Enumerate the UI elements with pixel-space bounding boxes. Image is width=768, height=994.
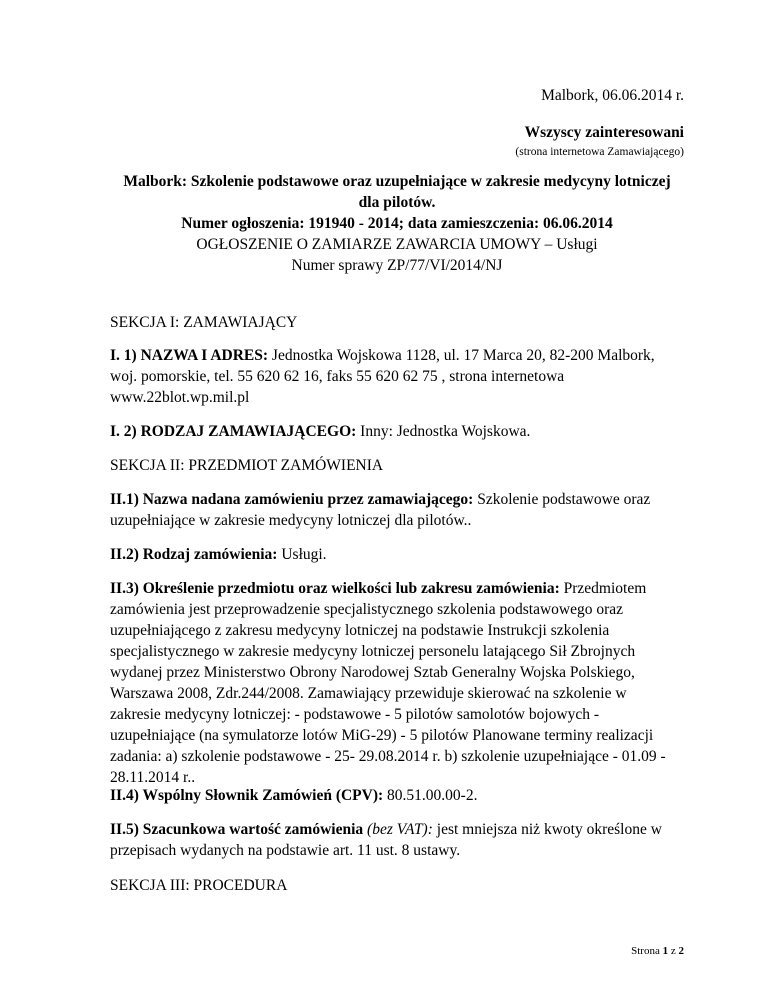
section2-ii1: II.1) Nazwa nadana zamówieniu przez zamawiającego: Szkolenie podstawowe oraz uzupełniające w zakresie medycyny lotniczej dla pilotów.. <box>110 491 651 529</box>
title-line: Numer sprawy ZP/77/VI/2014/NJ <box>291 257 503 274</box>
section2-ii5: II.5) Szacunkowa wartość zamówienia (bez VAT): jest mniejsza niż kwoty określone w przepisach wydanych na podstawie art. 11 ust. 8 ustawy. <box>110 821 662 859</box>
addressee-note: (strona internetowa Zamawiającego) <box>515 146 684 158</box>
section2-heading: SEKCJA II: PRZEDMIOT ZAMÓWIENIA <box>110 457 384 474</box>
addressee: Wszyscy zainteresowani <box>524 124 684 141</box>
section2-ii3: II.3) Określenie przedmiotu oraz wielkości lub zakresu zamówienia: Przedmiotem zamówienia jest przeprowadzenie specjalistycznego szkolenia podstawowego oraz uzupełniającego z zakresu medycyny lotniczej na podstawie Instrukcji szkolenia specjalistycznego w zakresie medycyny lotniczej personelu latającego Sił Zbrojnych wydanej przez Ministerstwo Obrony Narodowej Sztab Generalny Wojska Polskiego, Warszawa 2008, Zdr.244/2008. Zamawiający przewiduje skierować na szkolenie w zakresie medycyny lotniczej: - podstawowe - 5 pilotów samolotów bojowych - uzupełniające (na symulatorze lotów MiG-29) - 5 pilotów Planowane terminy realizacji zadania: a) szkolenie podstawowe - 25- 29.08.2014 r. b) szkolenie uzupełniające - 01.09 - 28.11.2014 r.. <box>110 580 666 786</box>
section2-ii4: II.4) Wspólny Słownik Zamówień (CPV): 80.51.00.00-2. <box>110 787 478 804</box>
section2-ii2: II.2) Rodzaj zamówienia: Usługi. <box>110 546 327 563</box>
title-line: dla pilotów. <box>358 194 436 211</box>
title-line: Malbork: Szkolenie podstawowe oraz uzupełniające w zakresie medycyny lotniczej <box>123 173 671 190</box>
title-line: OGŁOSZENIE O ZAMIARZE ZAWARCIA UMOWY – Usługi <box>196 236 598 253</box>
document-title <box>110 171 684 276</box>
section1-heading: SEKCJA I: ZAMAWIAJĄCY <box>110 314 298 331</box>
place-date: Malbork, 06.06.2014 r. <box>541 87 684 104</box>
title-line: Numer ogłoszenia: 191940 - 2014; data zamieszczenia: 06.06.2014 <box>181 215 613 232</box>
section1-i1: I. 1) NAZWA I ADRES: Jednostka Wojskowa 1128, ul. 17 Marca 20, 82-200 Malbork, woj. pomorskie, tel. 55 620 62 16, faks 55 620 62 75 , strona internetowa www.22blot.wp.mil.pl <box>110 347 655 406</box>
page-number: Strona 1 z 2 <box>631 945 684 957</box>
section3-heading: SEKCJA III: PROCEDURA <box>110 877 288 894</box>
section1-i2: I. 2) RODZAJ ZAMAWIAJĄCEGO: Inny: Jednostka Wojskowa. <box>110 423 531 440</box>
